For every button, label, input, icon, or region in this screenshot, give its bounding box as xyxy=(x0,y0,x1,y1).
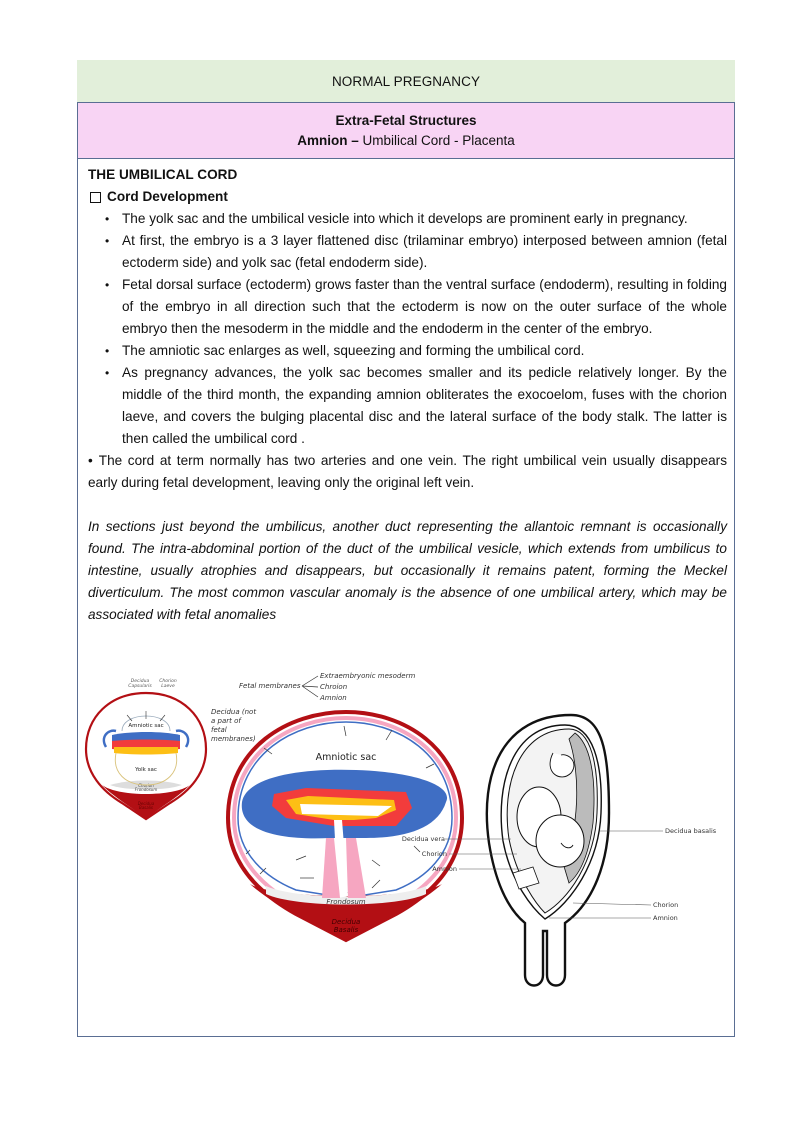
label-yolk-sac: Yolk sac xyxy=(135,767,157,773)
label-decidua-vera: Decidua vera xyxy=(401,835,445,843)
label-chorion-frondosum: Frondosum xyxy=(326,898,366,906)
list-item: • The amniotic sac enlarges as well, squeezing and forming the umbilical cord. xyxy=(88,340,727,362)
label-amnion-left: Amnion xyxy=(432,865,457,873)
label-chorion: Chroion xyxy=(320,683,348,691)
section-heading: THE UMBILICAL CORD xyxy=(88,167,238,182)
body-text xyxy=(88,164,727,626)
term-paragraph: • The cord at term normally has two arteries and one vein. The right umbilical vein usually disappears early during fetal development, leaving only the original left vein. xyxy=(88,453,727,490)
label-fetal-membranes: Fetal membranes xyxy=(239,682,301,690)
subheading: Cord Development xyxy=(88,186,727,208)
label-chorion-laeve: Chorion xyxy=(159,679,177,684)
svg-text:Decidua: Decidua xyxy=(137,801,155,806)
list-item: • Fetal dorsal surface (ectoderm) grows faster than the ventral surface (endoderm), resulting in folding of the embryo in all direction such that the ectoderm is now on the outer surface of the whole embryo then the mesoderm in the middle and the endoderm in the center of the embryo. xyxy=(88,274,727,340)
topic-header xyxy=(77,102,735,159)
label-amnion-right: Amnion xyxy=(653,914,678,922)
svg-text:Chorion: Chorion xyxy=(138,783,154,788)
svg-text:Laeve: Laeve xyxy=(161,684,175,689)
topic-subtitle: Amnion – Umbilical Cord - Placenta xyxy=(297,132,515,148)
label-chorion-left: Chorion xyxy=(421,850,447,858)
label-chorion-right: Chorion xyxy=(653,901,679,909)
label-decidua-capsularis: Decidua xyxy=(130,679,150,684)
checkbox-bullet-icon xyxy=(90,192,101,203)
bullet-list xyxy=(88,208,727,450)
label-amniotic-sac: Amniotic sac xyxy=(128,723,164,729)
list-item: • As pregnancy advances, the yolk sac becomes smaller and its pedicle relatively longer. By the middle of the third month, the expanding amnion obliterates the exocoelom, fuses with the chorion laeve, and covers the bulging placental disc and the lateral surface of the body stalk. The latter is then called the umbilical cord . xyxy=(88,362,727,450)
label-decidua-basalis: Decidua Basalis xyxy=(331,918,361,934)
svg-text:Capsularis: Capsularis xyxy=(128,684,152,689)
bullet-icon: • xyxy=(88,453,93,468)
list-item: • At first, the embryo is a 3 layer flattened disc (trilaminar embryo) interposed between amnion (fetal ectoderm side) and yolk sac (fetal endoderm side). xyxy=(88,230,727,274)
section-header xyxy=(77,60,735,102)
label-amnion: Amnion xyxy=(320,694,347,702)
section-title: NORMAL PREGNANCY xyxy=(331,73,481,89)
early-embryo-diagram xyxy=(82,673,210,823)
label-decidua-basalis-right: Decidua basalis xyxy=(665,827,717,835)
uterus-fetus-diagram xyxy=(393,713,733,993)
label-amniotic-sac-mid: Amniotic sac xyxy=(315,752,377,763)
label-extraembryonic-mesoderm: Extraembryonic mesoderm xyxy=(320,672,416,680)
list-item: • The yolk sac and the umbilical vesicle into which it develops are prominent early in pregnancy. xyxy=(88,208,727,230)
italic-paragraph: In sections just beyond the umbilicus, another duct representing the allantoic remnant is occasionally found. The intra-abdominal portion of the duct of the umbilical vesicle, which extends from umbilicus to intestine, usually atrophies and disappears, but occasionally it remains patent, forming the Meckel diverticulum. The most common vascular anomaly is the absence of one umbilical artery, which may be associated with fetal anomalies xyxy=(88,519,727,622)
svg-text:Frondosum: Frondosum xyxy=(134,787,158,792)
label-decidua-note: Decidua (not a part of fetal membranes) xyxy=(211,708,257,743)
topic-title: Extra-Fetal Structures xyxy=(335,112,477,128)
svg-text:Basalis: Basalis xyxy=(138,805,154,810)
content-box xyxy=(77,158,735,1037)
